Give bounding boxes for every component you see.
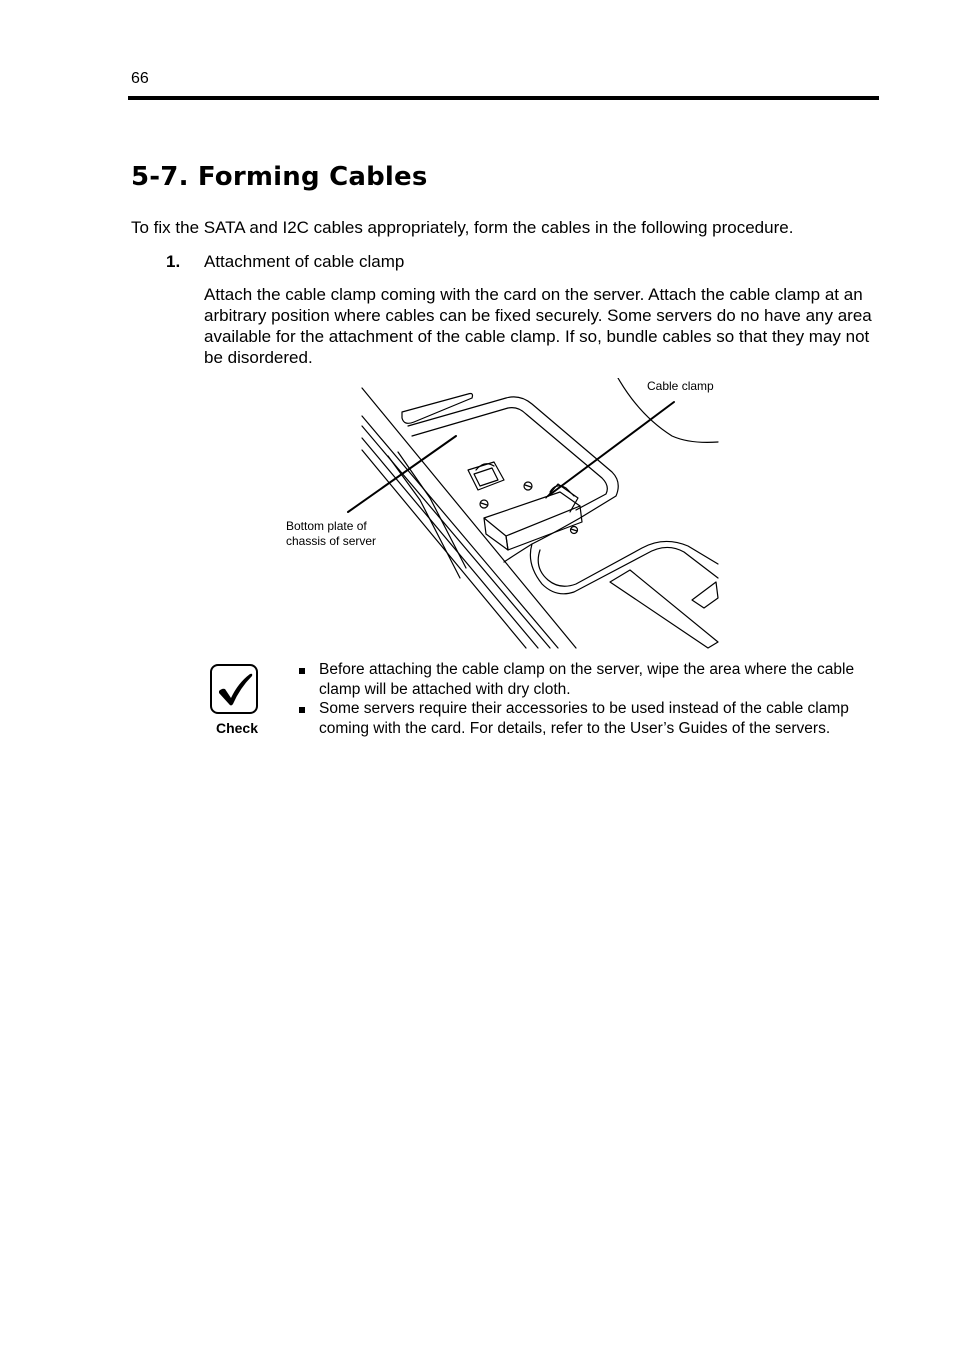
- cable-clamp-callout: Cable clamp: [647, 379, 714, 393]
- bullet-square-icon: [299, 707, 305, 713]
- check-note-item: [296, 660, 866, 699]
- header-rule: [128, 96, 879, 100]
- check-mark-icon: [210, 664, 258, 714]
- check-label: Check: [215, 720, 259, 736]
- chassis-illustration: [280, 378, 725, 652]
- cable-clamp-figure: [280, 378, 725, 652]
- intro-paragraph: To fix the SATA and I2C cables appropriately, form the cables in the following procedure.: [131, 218, 794, 237]
- step-number: 1.: [166, 252, 181, 271]
- check-note-text: Some servers require their accessories to be used instead of the cable clamp coming with the card. For details, refer to the User’s Guides of the servers.: [319, 700, 849, 737]
- section-title: 5-7. Forming Cables: [131, 162, 428, 192]
- check-notes: [296, 660, 866, 738]
- page-number: 66: [131, 70, 149, 87]
- bottom-plate-callout: Bottom plate of chassis of server: [286, 519, 377, 548]
- step-title: Attachment of cable clamp: [204, 252, 405, 271]
- step-body: Attach the cable clamp coming with the card on the server. Attach the cable clamp at an arbitrary position where cables can be fixed securely. Some servers do no have any area available for the attachment of the cable clamp. If so, bundle cables so that they may not be disordered.: [204, 285, 872, 367]
- check-note-text: Before attaching the cable clamp on the server, wipe the area where the cable clamp will be attached with dry cloth.: [319, 661, 855, 698]
- check-note-item: [296, 699, 866, 738]
- bullet-square-icon: [299, 668, 305, 674]
